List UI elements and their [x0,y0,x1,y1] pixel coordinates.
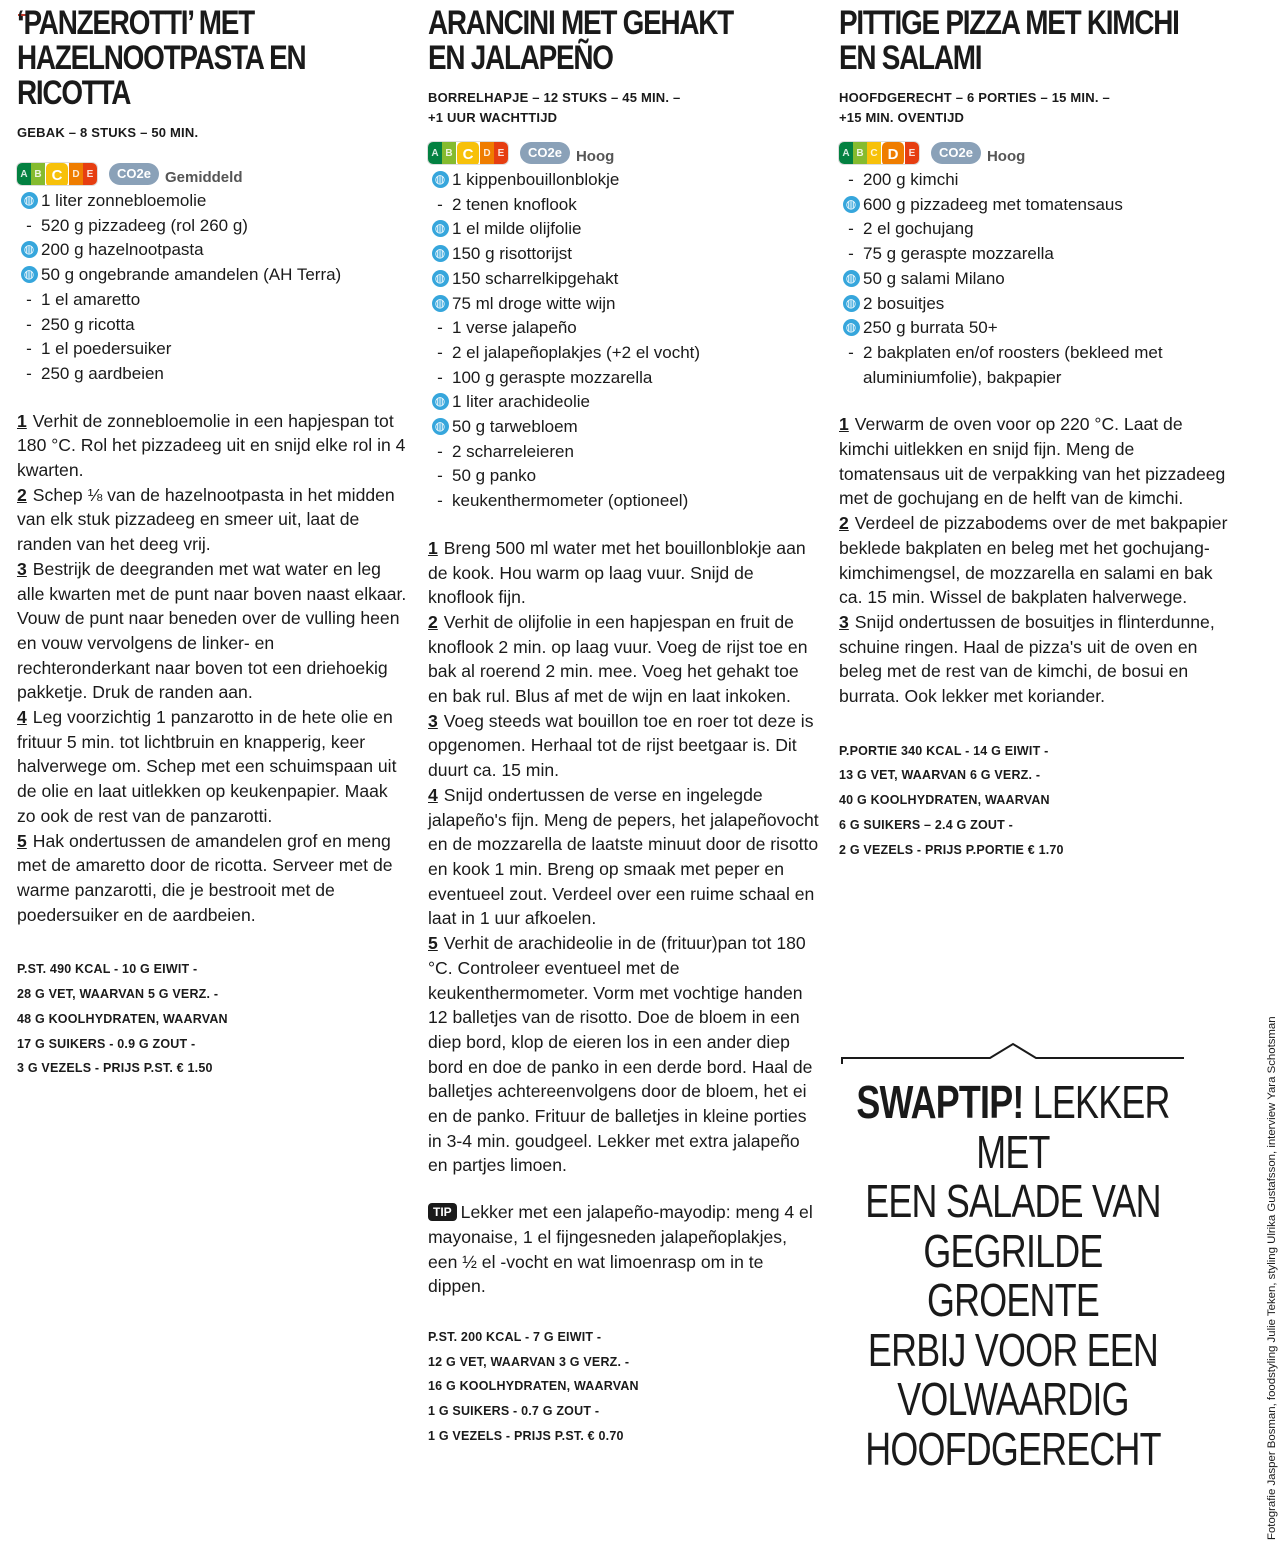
dash-marker: - [26,289,32,309]
ingredient-text: 250 g burrata 50+ [863,318,998,338]
recipe-title [839,6,1233,76]
step-number: 3 [428,710,438,731]
step-number: 1 [17,410,27,431]
recipe-meta [839,88,1231,128]
nutriscore-icon [839,142,919,164]
ingredient-text: 2 el jalapeñoplakjes (+2 el vocht) [452,342,701,362]
bonus-icon: ◍ [843,270,860,287]
ingredient-text: 200 g hazelnootpasta [41,240,204,260]
step-text: Verwarm de oven voor op 220 °C. Laat de kimchi uitlekken en snijd fijn. Meng de tomatensaus uit de verpakking van het pizzadeeg met de gochujang en de helft van de kimchi. [839,414,1226,509]
step-number: 2 [17,484,27,505]
step-5 [428,931,820,1178]
ingredient-text: 2 bosuitjes [863,293,945,313]
co2-cloud-icon: CO2e [520,142,570,164]
co2-cloud-icon: CO2e [931,142,981,164]
meta-line-2: +15 MIN. OVENTIJD [839,110,965,125]
recipe-panzerotti [17,0,409,1081]
bonus-icon: ◍ [432,171,449,188]
nutriscore-a: A [839,142,853,164]
bonus-marker [428,217,452,237]
step-number: 1 [428,537,438,558]
dash-marker: - [437,441,443,461]
dash-marker: - [848,170,854,189]
nutrition-line: 6 G SUIKERS – 2.4 G ZOUT - [839,817,1013,832]
co2-label: Hoog [575,147,615,165]
ingredient-text: 50 g ongebrande amandelen (AH Terra) [41,265,342,285]
ingredient-text: 75 ml droge witte wijn [452,293,616,313]
swaptip-line-3: GEGRILDE GROENTE [923,1224,1103,1326]
ingredient-text: 150 g risottorijst [452,244,572,264]
nutrition-info [17,957,409,1081]
dash-marker: - [437,318,443,338]
nutriscore-e: E [83,163,97,185]
co2-cloud-icon: CO2e [109,163,159,185]
bonus-icon: ◍ [21,192,38,209]
step-text: Bestrijk de deegranden met wat water en leg alle kwarten met de punt naar boven naast elkaar. Vouw de punt naar beneden over de vulling heen en vouw vervolgens de linker- en rechteronderkant naar boven tot een driehoekig pakketje. Druk de randen aan. [17,558,407,703]
meta-line-1: GEBAK – 8 STUKS – 50 MIN. [17,125,199,140]
recipe-meta [428,88,820,128]
tip-text: Lekker met een jalapeño-mayodip: meng 4 el mayonaise, 1 el fijngesneden jalapeñoplakjes, een ½ el -vocht en wat limoenrasp om in te dippen. [428,1202,813,1297]
ingredient-text: 2 bakplaten en/of roosters (bekleed met aluminiumfolie), bakpapier [863,342,1163,387]
ingredient-text: 250 g ricotta [41,314,135,334]
title-line-2: HAZELNOOTPASTA EN RICOTTA [17,39,306,112]
swaptip-divider [840,1038,1186,1066]
step-1 [428,536,820,610]
step-text: Verhit de arachideolie in de (frituur)pan tot 180 °C. Controleer eventueel met de keukenthermometer. Vorm met vochtige handen 12 balletjes van de risotto. Doe de bloem in een diep bord, klop de eieren los in een ander diep bord en doe de panko in een derde bord. Haal de balletjes achtereenvolgens door de bloem, het ei en de panko. Frituur de balletjes in kleine porties in 3-4 min. goudgeel. Lekker met extra jalapeño en partjes limoen. [428,933,813,1176]
bonus-icon: ◍ [21,241,38,258]
ingredient-item [839,316,1231,341]
bonus-marker [428,415,452,435]
ingredient-item [428,168,820,193]
bonus-icon: ◍ [843,319,860,336]
ingredient-text: 50 g panko [452,466,537,486]
dash-marker: - [848,342,854,362]
nutriscore-d: D [881,142,905,164]
instruction-steps [428,536,820,1178]
step-number: 2 [428,611,438,632]
co2-label: Gemiddeld [164,168,243,186]
nutrition-line: 40 G KOOLHYDRATEN, WAARVAN [839,793,1050,808]
ingredient-item [839,193,1231,218]
nutrition-line: 2 G VEZELS - PRIJS P.PORTIE € 1.70 [839,842,1064,857]
ingredient-text: 75 g geraspte mozzarella [863,244,1054,264]
dash-marker: - [848,219,854,239]
ingredient-text: 1 liter zonnebloemolie [41,191,207,210]
step-text: Snijd ondertussen de verse en ingelegde jalapeño's fijn. Meng de pepers, het jalapeñovocht en de mozzarella de laatste minuut door de risotto en kook 1 min. Breng op smaak met peper en eventueel zout. Verdeel over een ruime schaal en laat in 1 uur afkoelen. [428,784,819,929]
nutriscore-c: C [45,163,69,185]
step-text: Voeg steeds wat bouillon toe en roer tot deze is opgenomen. Herhaal tot de rijst beetgaar is. Dit duurt ca. 15 min. [428,710,814,781]
ingredient-text: 50 g tarwebloem [452,417,578,437]
bonus-marker [839,316,863,336]
bonus-marker [839,267,863,287]
nutriscore-b: B [853,142,867,164]
step-1 [17,409,409,483]
nutriscore-c: C [867,142,881,164]
dash-marker: - [437,342,443,362]
ingredient-item [17,288,409,313]
nutrition-line: 1 G SUIKERS - 0.7 G ZOUT - [428,1404,600,1419]
ingredient-text: 1 el poedersuiker [41,339,172,359]
ingredient-item [428,267,820,292]
ingredient-item [839,242,1231,267]
bonus-icon: ◍ [843,196,860,213]
ingredient-text: 100 g geraspte mozzarella [452,367,653,387]
swaptip-line-5: VOLWAARDIG [897,1373,1129,1425]
step-1 [839,412,1231,511]
meta-line-1: HOOFDGERECHT – 6 PORTIES – 15 MIN. – [839,90,1110,105]
nutriscore-d: D [69,163,83,185]
swaptip-line-1: LEKKER MET [976,1076,1170,1178]
recipe-title [428,6,822,76]
nutrition-line: 17 G SUIKERS - 0.9 G ZOUT - [17,1036,196,1051]
ingredient-item [428,440,820,465]
step-text: Verhit de zonnebloemolie in een hapjespan tot 180 °C. Rol het pizzadeeg uit en snijd elke rol in 4 kwarten. [17,410,406,481]
step-text: Hak ondertussen de amandelen grof en meng met de amaretto door de ricotta. Serveer met de warme panzarotti, die je bestrooit met de poedersuiker en de aardbeien. [17,830,393,925]
nutriscore-b: B [31,163,45,185]
nutriscore-e: E [905,142,919,164]
bonus-icon: ◍ [843,295,860,312]
step-3 [17,557,409,705]
step-4 [17,705,409,829]
step-text: Verhit de olijfolie in een hapjespan en fruit de knoflook 2 min. op laag vuur. Voeg de rijst toe en bak al roerend 2 min. mee. Voeg het gehakt toe en bak rul. Blus af met de wijn en laat inkoken. [428,611,808,707]
nutrition-line: P.ST. 490 KCAL - 10 G EIWIT - [17,962,198,977]
swaptip-line-2: EEN SALADE VAN [865,1175,1161,1227]
ingredient-list [17,189,409,387]
ingredient-text: 520 g pizzadeeg (rol 260 g) [41,215,248,235]
nutrition-line: 1 G VEZELS - PRIJS P.ST. € 0.70 [428,1428,624,1443]
bonus-marker [839,193,863,213]
ingredient-item [428,489,820,514]
ingredient-item [839,217,1231,242]
nutrition-line: 48 G KOOLHYDRATEN, WAARVAN [17,1011,228,1026]
nutrition-line: 3 G VEZELS - PRIJS P.ST. € 1.50 [17,1061,213,1076]
recipe-arancini [428,0,820,1448]
ingredient-item [428,390,820,415]
ingredient-item [17,238,409,263]
tip-badge: TIP [428,1203,457,1221]
nutriscore-a: A [17,163,31,185]
step-4 [428,783,820,931]
ingredient-item [428,341,820,366]
swaptip-box [840,1038,1186,1474]
ingredient-text: 200 g kimchi [863,170,959,189]
ingredient-item [17,313,409,338]
ingredient-text: 1 el milde olijfolie [452,219,582,239]
swaptip-bold: SWAPTIP! [856,1076,1024,1128]
ingredient-text: 150 scharrelkipgehakt [452,268,619,288]
step-number: 5 [17,830,27,851]
ingredient-list [839,168,1231,390]
dash-marker: - [437,194,443,214]
ingredient-text: 250 g aardbeien [41,363,164,383]
ingredient-text: 2 el gochujang [863,219,974,239]
nutriscore-e: E [494,142,508,164]
meta-line-1: BORRELHAPJE – 12 STUKS – 45 MIN. – [428,90,681,105]
meta-line-2: +1 UUR WACHTTIJD [428,110,558,125]
recipe-meta [17,123,409,143]
photo-credit: Fotografie Jasper Bosman, foodstyling Julie Teken, styling Ulrika Gustafsson, interview Yara Schotsman [1266,1016,1278,1540]
ingredient-item [839,267,1231,292]
bonus-marker [428,390,452,410]
score-labels [428,140,820,166]
dash-marker: - [437,367,443,387]
tip-block [428,1200,820,1299]
recipe-title [17,6,411,111]
nutrition-line: P.PORTIE 340 KCAL - 14 G EIWIT - [839,743,1049,758]
bonus-marker [839,292,863,312]
ingredient-text: 2 tenen knoflook [452,194,577,214]
nutriscore-d: D [480,142,494,164]
nutriscore-icon [17,163,97,185]
step-number: 2 [839,513,849,534]
ingredient-item [428,217,820,242]
ingredient-item [428,415,820,440]
ingredient-text: 1 kippenbouillonblokje [452,170,620,189]
title-line-1: ARANCINI MET GEHAKT [428,4,733,42]
dash-marker: - [437,466,443,486]
ingredient-item [428,242,820,267]
bonus-marker [17,189,41,209]
dash-marker: - [26,363,32,383]
step-number: 3 [839,611,849,632]
ingredient-item [428,292,820,317]
ingredient-item [428,316,820,341]
nutrition-line: 13 G VET, WAARVAN 6 G VERZ. - [839,768,1041,783]
instruction-steps [17,409,409,928]
ingredient-item [17,362,409,387]
nutrition-line: 12 G VET, WAARVAN 3 G VERZ. - [428,1354,630,1369]
score-labels [839,140,1231,166]
step-number: 4 [428,784,438,805]
ingredient-item [839,168,1231,193]
title-line-2: EN JALAPEÑO [428,39,613,77]
bonus-icon: ◍ [432,418,449,435]
ingredient-item [428,366,820,391]
bonus-icon: ◍ [432,245,449,262]
ingredient-item [17,189,409,214]
bonus-icon: ◍ [21,266,38,283]
step-number: 4 [17,707,27,728]
swaptip-line-6: HOOFDGERECHT [865,1422,1161,1475]
title-line-1: ‘PANZEROTTI’ MET [17,4,254,42]
ingredient-item [839,292,1231,317]
ingredient-item [428,193,820,218]
step-number: 3 [17,558,27,579]
dash-marker: - [26,314,32,334]
bonus-marker [428,267,452,287]
step-text: Breng 500 ml water met het bouillonblokje aan de kook. Hou warm op laag vuur. Snijd de knoflook fijn. [428,537,806,608]
step-number: 1 [839,414,849,435]
score-labels [17,161,409,187]
bonus-marker [428,242,452,262]
title-line-1: PITTIGE PIZZA MET KIMCHI [839,4,1179,42]
ingredient-text: keukenthermometer (optioneel) [452,491,689,511]
ingredient-list [428,168,820,514]
nutrition-info [839,739,1231,863]
nutrition-info [428,1325,820,1449]
ingredient-item [428,464,820,489]
step-2 [17,483,409,557]
step-text: Schep ⅛ van de hazelnootpasta in het midden van elk stuk pizzadeeg en smeer uit, laat de randen van het deeg vrij. [17,484,395,555]
ingredient-text: 1 el amaretto [41,289,141,309]
bonus-marker [17,238,41,258]
title-line-2: EN SALAMI [839,39,982,77]
ingredient-text: 50 g salami Milano [863,268,1005,288]
ingredient-item [17,214,409,239]
ingredient-text: 1 verse jalapeño [452,318,577,338]
nutrition-line: P.ST. 200 KCAL - 7 G EIWIT - [428,1329,602,1344]
nutriscore-c: C [456,142,480,164]
ingredient-text: 1 liter arachideolie [452,392,590,412]
dash-marker: - [437,491,443,511]
step-3 [839,610,1231,709]
bonus-icon: ◍ [432,270,449,287]
bonus-icon: ◍ [432,295,449,312]
step-text: Leg voorzichtig 1 panzarotto in de hete olie en frituur 5 min. tot lichtbruin en knapperig, keer halverwege om. Schep met een schuimspaan uit de olie en laat uitlekken op keukenpapier. Maak zo ook de rest van de panzarotti. [17,707,397,826]
step-5 [17,829,409,928]
nutriscore-a: A [428,142,442,164]
nutriscore-icon [428,142,508,164]
swaptip-line-4: ERBIJ VOOR EEN [867,1323,1159,1376]
dash-marker: - [848,244,854,264]
recipe-pizza [839,0,1231,862]
ingredient-item [17,337,409,362]
bonus-marker [17,263,41,283]
bonus-icon: ◍ [432,393,449,410]
ingredient-item [839,341,1231,390]
dash-marker: - [26,339,32,359]
step-number: 5 [428,933,438,954]
swaptip-text [839,1078,1187,1474]
co2-label: Hoog [986,147,1026,165]
step-3 [428,709,820,783]
step-text: Snijd ondertussen de bosuitjes in flinterdunne, schuine ringen. Haal de pizza's uit de oven en beleg met de rest van de kimchi, de bosui en burrata. Ook lekker met koriander. [839,611,1215,707]
instruction-steps [839,412,1231,708]
nutrition-line: 28 G VET, WAARVAN 5 G VERZ. - [17,987,219,1002]
step-2 [839,511,1231,610]
step-text: Verdeel de pizzabodems over de met bakpapier beklede bakplaten en beleg met het gochujang-kimchimengsel, de mozzarella en salami en bak ca. 15 min. Wissel de bakplaten halverwege. [839,513,1228,608]
bonus-icon: ◍ [432,220,449,237]
nutriscore-b: B [442,142,456,164]
nutrition-line: 16 G KOOLHYDRATEN, WAARVAN [428,1379,639,1394]
bonus-marker [428,168,452,188]
ingredient-item [17,263,409,288]
dash-marker: - [26,215,32,235]
step-2 [428,610,820,709]
ingredient-text: 2 scharreleieren [452,441,574,461]
bonus-marker [428,292,452,312]
ingredient-text: 600 g pizzadeeg met tomatensaus [863,194,1123,214]
